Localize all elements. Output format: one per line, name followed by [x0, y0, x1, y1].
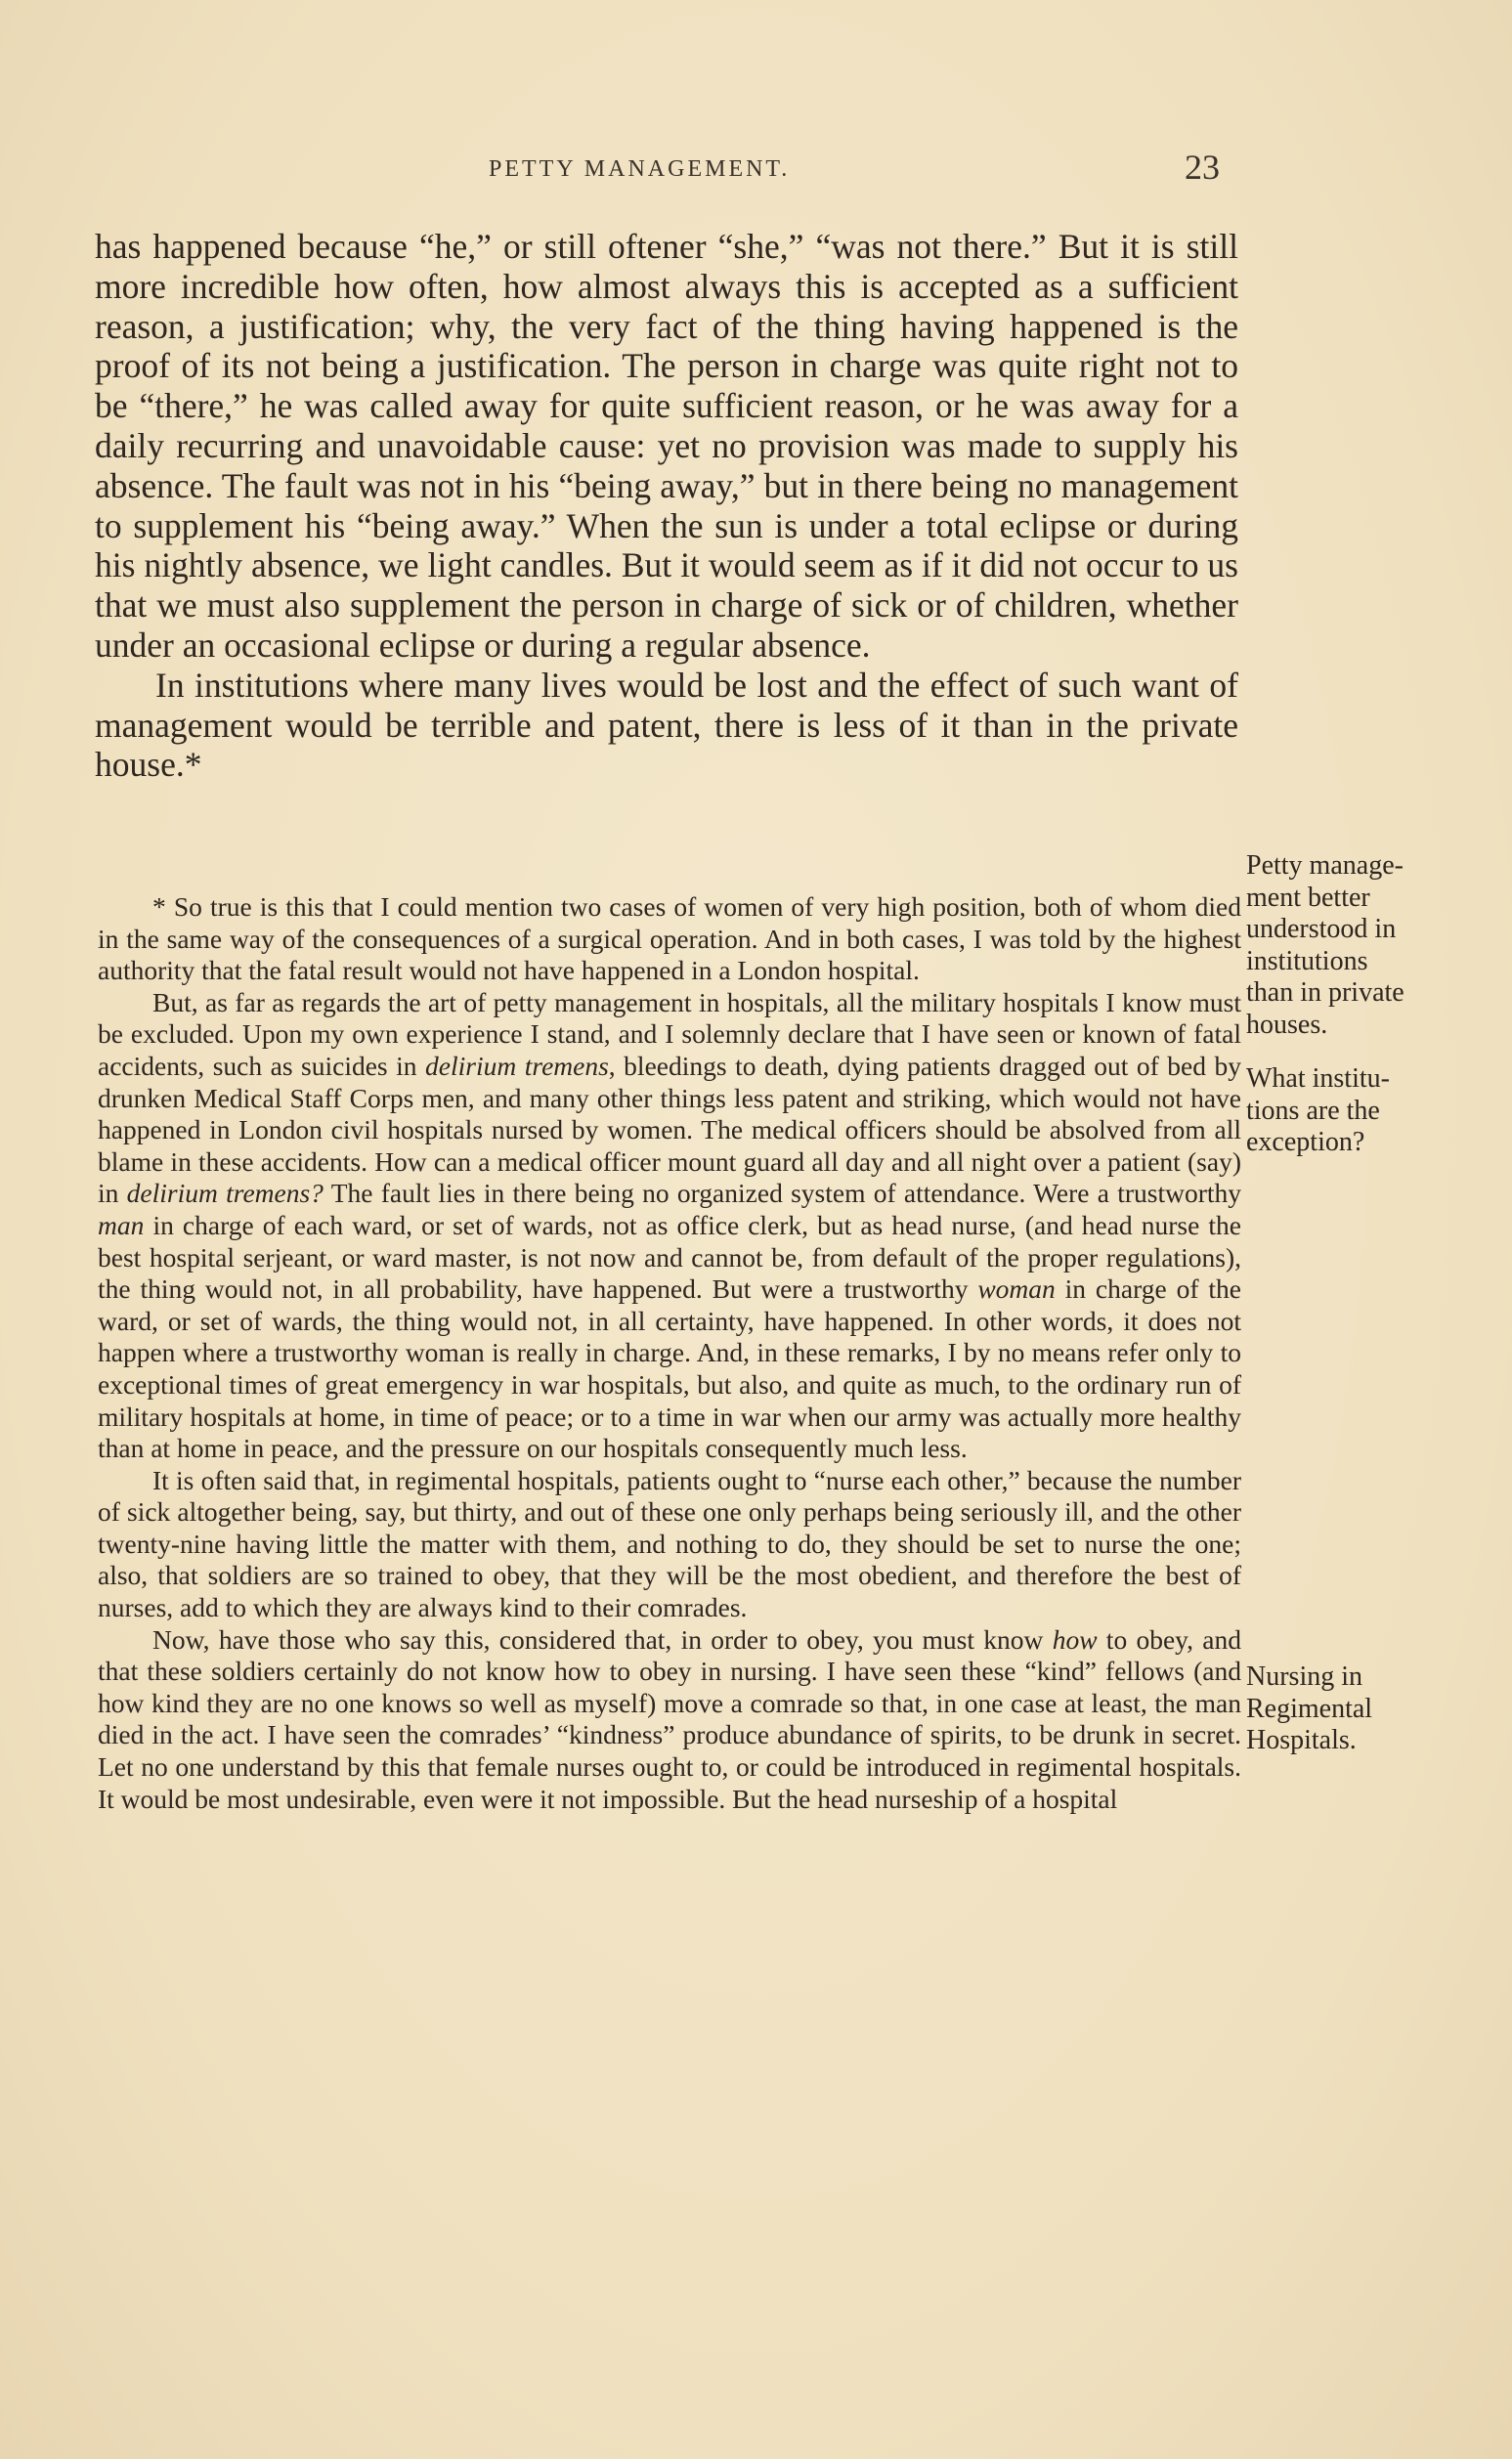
- text-run: Now, have those who say this, considered that, in order to obey, you must know: [152, 1623, 1053, 1655]
- main-text-body: [95, 227, 1238, 785]
- page-number: 23: [1185, 148, 1220, 187]
- marginal-note-exception: [1246, 1063, 1461, 1159]
- marginal-note-line: ment better: [1246, 882, 1370, 913]
- marginal-note-line: exception?: [1246, 1127, 1365, 1157]
- text-run: to obey, and that these soldiers certainly do not know how to obey in nursing. I have seen these “kind” fellows (and how kind they are no one knows so well as myself) move a comrade so that, in one case at least, the man died in the act. I have seen the comrades’ “kindness” produce abundance of spirits, to be drunk in secret. Let no one understand by this that female nurses ought to, or could be introduced in regimental hospitals. It would be most undesirable, even were it not impossible. But the head nurseship of a hospital: [98, 1623, 1241, 1814]
- marginal-note-line: Regimental: [1246, 1693, 1373, 1724]
- footnote: [98, 891, 1241, 1815]
- italic-run: woman: [977, 1273, 1056, 1305]
- marginal-note-line: What institu-: [1246, 1063, 1390, 1094]
- footnote-paragraph: * So true is this that I could mention two cases of women of very high position, both of whom died in the same way of the consequences of a surgical operation. And in both cases, I was told by the highest authority that the fatal result would not have happened in a London hospital.: [98, 891, 1241, 986]
- running-head: PETTY MANAGEMENT.: [489, 156, 791, 182]
- marginal-note-line: houses.: [1246, 1009, 1328, 1040]
- text-run: in charge of each ward, or set of wards, not as office clerk, but as head nurse, (and head nurse the best hospital serjeant, or ward master, is not now and cannot be, from default of the proper regulations), the thing would not, in all probability, have happened. But were a trustworthy: [98, 1209, 1241, 1305]
- marginal-note-regimental: [1246, 1661, 1461, 1757]
- italic-run: how: [1052, 1623, 1098, 1655]
- italic-run: man: [98, 1209, 145, 1240]
- marginal-note-line: Hospitals.: [1246, 1725, 1357, 1755]
- text-run: But, as far as regards the art of petty management in hospitals, all the military hospitals I know must be excluded. Upon my own experience I stand, and I solemnly declare that I have seen or known of fatal accidents, such as suicides in: [98, 986, 1241, 1081]
- text-run: , bleedings to death, dying patients dragged out of bed by drunken Medical Staff Corps men, and many other things less patent and striking, which would not have happened in London civil hospitals nursed by women. The medical officers should be absolved from all blame in these accidents. How can a medical officer mount guard all day and all night over a patient (say) in: [98, 1050, 1241, 1209]
- footnote-paragraph: It is often said that, in regimental hospitals, patients ought to “nurse each other,” because the number of sick altogether being, say, but thirty, and out of these one only perhaps being seriously ill, and the other twenty-nine having little the matter with them, and nothing to do, they should be set to nurse the one; also, that soldiers are so trained to obey, that they will be the most obedient, and therefore the best of nurses, add to which they are always kind to their comrades.: [98, 1464, 1241, 1623]
- text-run: in charge of the ward, or set of wards, the thing would not, in all certainty, have happened. In other words, it does not happen where a trustworthy woman is really in charge. And, in these remarks, I by no means refer only to exceptional times of great emergency in war hospitals, but also, and quite as much, to the ordinary run of military hospitals at home, in time of peace; or to a time in war when our army was actually more healthy than at home in peace, and the pressure on our hospitals consequently much less.: [98, 1273, 1241, 1464]
- marginal-note-line: understood in: [1246, 914, 1397, 944]
- marginal-note-petty-management: [1246, 850, 1461, 1041]
- italic-run: delirium tremens?: [126, 1178, 324, 1209]
- marginal-note-line: than in private: [1246, 977, 1404, 1008]
- main-paragraph: has happened because “he,” or still oftener “she,” “was not there.” But it is still more incredible how often, how almost always this is accepted as a sufficient reason, a justification; why, the very fact of the thing having happened is the proof of its not being a justification. The person in charge was quite right not to be “there,” he was called away for quite sufficient reason, or he was away for a daily recurring and unavoidable cause: yet no provision was made to supply his absence. The fault was not in his “being away,” but in there being no management to supplement his “being away.” When the sun is under a total eclipse or during his nightly absence, we light candles. But it would seem as if it did not occur to us that we must also supplement the person in charge of sick or of children, whether under an occasional eclipse or during a regular absence.: [95, 227, 1238, 665]
- marginal-note-line: tions are the: [1246, 1095, 1380, 1126]
- footnote-paragraph: [98, 987, 1241, 1465]
- main-paragraph: In institutions where many lives would be lost and the effect of such want of management would be terrible and patent, there is less of it than in the private house.*: [95, 665, 1238, 785]
- footnote-paragraph: [98, 1624, 1241, 1816]
- italic-run: delirium tremens: [425, 1050, 609, 1081]
- text-run: The fault lies in there being no organized system of attendance. Were a trustworthy: [323, 1178, 1242, 1209]
- marginal-note-line: Nursing in: [1246, 1661, 1362, 1692]
- marginal-note-line: Petty manage-: [1246, 850, 1404, 881]
- marginal-note-line: institutions: [1246, 945, 1368, 976]
